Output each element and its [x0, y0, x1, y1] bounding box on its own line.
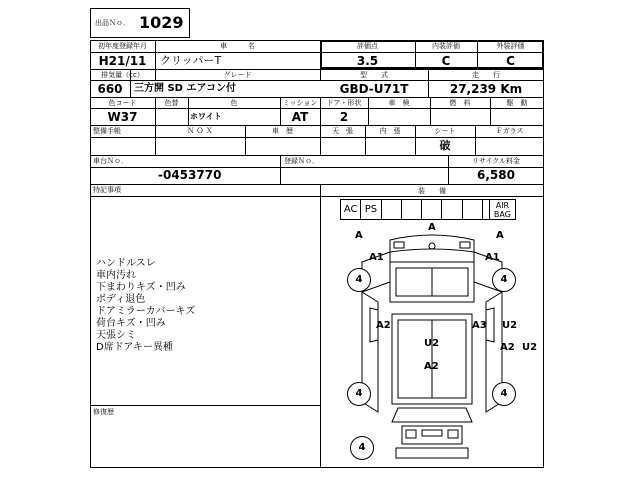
front-glass-label: Ｆガラス: [495, 127, 524, 135]
damage-code: A3: [472, 320, 487, 331]
first-registration-label: 初年度登録年月: [98, 42, 147, 50]
model-code-label: 型 式: [360, 71, 388, 79]
mileage-label: 走 行: [472, 71, 500, 79]
maintenance-book-label: 整備手帳: [93, 127, 121, 135]
equipment-cell: [442, 200, 462, 219]
damage-code: U2: [522, 342, 538, 353]
registration-number-label: 登録Ｎｏ．: [284, 157, 319, 165]
remarks-list: [96, 258, 195, 354]
ceiling-label: 天 張: [332, 127, 353, 135]
damage-code: A2: [424, 361, 439, 372]
car-name-value: クリッパーT: [160, 54, 222, 67]
mileage-value: 27,239 Km: [449, 82, 523, 96]
list-item: ボディ退色: [96, 294, 146, 305]
damage-code: A: [428, 222, 436, 233]
inspection-label: 車 検: [388, 99, 410, 107]
recycle-fee-value: 6,580: [477, 168, 515, 182]
color-code-value: W37: [107, 110, 138, 124]
chassis-number-label: 車台Ｎｏ．: [93, 157, 128, 165]
tire-rear-right: 4: [492, 382, 516, 406]
first-registration-value: H21/11: [98, 54, 147, 68]
grade-label: グレード: [223, 71, 252, 79]
recycle-fee-label: リサイクル料金: [471, 157, 521, 165]
nox-label: Ｎ Ｏ Ｘ: [187, 127, 213, 135]
drive-label: 駆 動: [506, 99, 528, 107]
equipment-cell: [382, 200, 402, 219]
car-name-label: 車 名: [220, 42, 255, 50]
seat-value: 破: [439, 139, 451, 152]
remarks-label: 特記事項: [93, 186, 121, 194]
exterior-grade-value: C: [506, 54, 515, 68]
damage-code: U2: [502, 320, 518, 331]
list-item: ドアミラーカバーキズ: [96, 306, 196, 317]
equipment-cell-ps: PS: [361, 200, 381, 219]
list-item: 下まわりキズ・凹み: [96, 282, 186, 293]
model-code-value: GBD-U71T: [339, 82, 409, 96]
interior-trim-label: 内 張: [379, 127, 401, 135]
damage-code: A2: [376, 320, 391, 331]
car-history-label: 車 歴: [272, 127, 293, 135]
equipment-cell: [422, 200, 442, 219]
door-shape-label: ドア・形状: [326, 99, 362, 107]
score-value: 3.5: [356, 54, 379, 68]
color-label: 色: [230, 99, 238, 107]
damage-code: A: [496, 230, 504, 241]
displacement-value: 660: [97, 82, 123, 96]
seat-label: シート: [434, 127, 456, 135]
color-code-label: 色コード: [108, 99, 137, 107]
damage-code: A2: [500, 342, 515, 353]
displacement-label: 排気量（cc）: [101, 71, 144, 79]
score-label: 評価点: [357, 42, 378, 50]
transmission-value: AT: [291, 110, 309, 124]
fuel-label: 燃 料: [449, 99, 471, 107]
list-item: 天張シミ: [96, 330, 136, 341]
damage-code: A1: [369, 252, 384, 263]
tire-front-right: 4: [492, 268, 516, 292]
chassis-number-value: -0453770: [158, 168, 222, 182]
color-change-label: 色替: [164, 99, 179, 107]
color-value: ホワイト: [190, 112, 222, 121]
equipment-cell: [483, 200, 490, 219]
lot-number-box: [90, 8, 190, 38]
tire-spare: 4: [350, 436, 374, 460]
tire-front-left: 4: [347, 268, 371, 292]
list-item: ハンドルスレ: [96, 258, 156, 269]
equipment-cell: [463, 200, 483, 219]
damage-code: U2: [424, 338, 440, 349]
equipment-cell: [402, 200, 422, 219]
equipment-cell-ac: AC: [341, 200, 361, 219]
list-item: 荷台キズ・凹み: [96, 318, 166, 329]
damage-code: A: [355, 230, 363, 241]
door-shape-value: 2: [339, 110, 349, 124]
damage-code: A1: [485, 252, 500, 263]
grade-value: 三方開 SD エアコン付: [134, 83, 236, 94]
interior-grade-label: 内装評価: [432, 42, 460, 50]
equipment-cell-airbag: AIR BAG: [493, 201, 511, 219]
equipment-label: 装 備: [418, 187, 446, 195]
interior-grade-value: C: [441, 54, 451, 68]
list-item: D席ドアキー異種: [96, 342, 174, 353]
exterior-grade-label: 外装評価: [496, 42, 525, 50]
transmission-label: ミッション: [282, 99, 318, 107]
tire-rear-left: 4: [347, 382, 371, 406]
equipment-grid: [340, 199, 516, 220]
list-item: 車内汚れ: [96, 270, 136, 281]
repair-history-label: 修復歴: [93, 408, 114, 416]
lot-label: 出品Ｎｏ．: [95, 19, 130, 27]
lot-number: 1029: [139, 13, 184, 32]
